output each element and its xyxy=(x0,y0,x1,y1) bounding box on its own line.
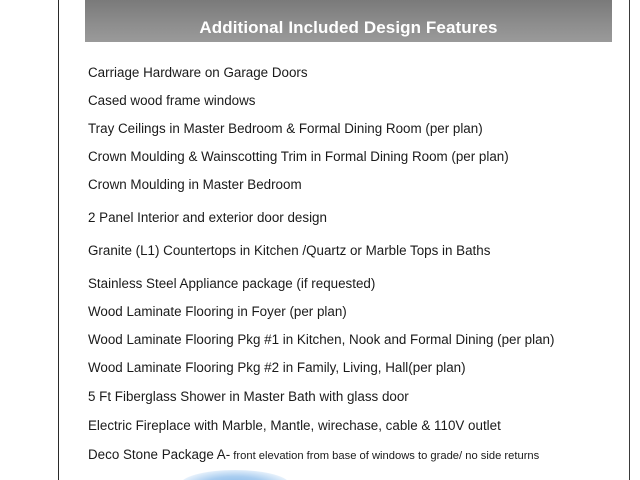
feature-item xyxy=(88,332,554,348)
feature-text: 2 Panel Interior and exterior door design xyxy=(88,210,327,225)
feature-item xyxy=(88,389,409,405)
feature-item xyxy=(88,121,483,137)
feature-text: Carriage Hardware on Garage Doors xyxy=(88,65,308,80)
feature-item xyxy=(88,304,347,320)
feature-text: Cased wood frame windows xyxy=(88,93,256,108)
feature-text: Crown Moulding in Master Bedroom xyxy=(88,177,302,192)
right-border-rule xyxy=(629,0,630,480)
feature-text: Stainless Steel Appliance package (if requested) xyxy=(88,276,376,291)
feature-item xyxy=(88,65,308,81)
feature-text: Granite (L1) Countertops in Kitchen /Quartz or Marble Tops in Baths xyxy=(88,243,491,258)
left-border-rule xyxy=(58,0,59,480)
feature-item xyxy=(88,447,539,464)
feature-item xyxy=(88,360,466,376)
feature-text: Electric Fireplace with Marble, Mantle, wirechase, cable & 110V outlet xyxy=(88,418,501,433)
feature-item xyxy=(88,93,255,109)
feature-item xyxy=(88,210,327,226)
feature-note: front elevation from base of windows to grade/ no side returns xyxy=(230,450,540,462)
feature-item xyxy=(88,149,509,165)
feature-item xyxy=(88,243,490,259)
feature-text: Crown Moulding & Wainscotting Trim in Formal Dining Room (per plan) xyxy=(88,149,509,164)
feature-text: Deco Stone Package A- xyxy=(88,447,231,462)
feature-text: Wood Laminate Flooring Pkg #2 in Family, Living, Hall(per plan) xyxy=(88,360,466,375)
feature-item xyxy=(88,418,501,434)
feature-text: Tray Ceilings in Master Bedroom & Formal Dining Room (per plan) xyxy=(88,121,483,136)
feature-text: 5 Ft Fiberglass Shower in Master Bath with glass door xyxy=(88,389,409,404)
feature-text: Wood Laminate Flooring Pkg #1 in Kitchen, Nook and Formal Dining (per plan) xyxy=(88,332,555,347)
feature-item xyxy=(88,276,375,292)
blue-logo-fragment xyxy=(180,470,290,480)
section-title: Additional Included Design Features xyxy=(199,18,498,37)
feature-item xyxy=(88,177,302,193)
feature-text: Wood Laminate Flooring in Foyer (per plan) xyxy=(88,304,347,319)
